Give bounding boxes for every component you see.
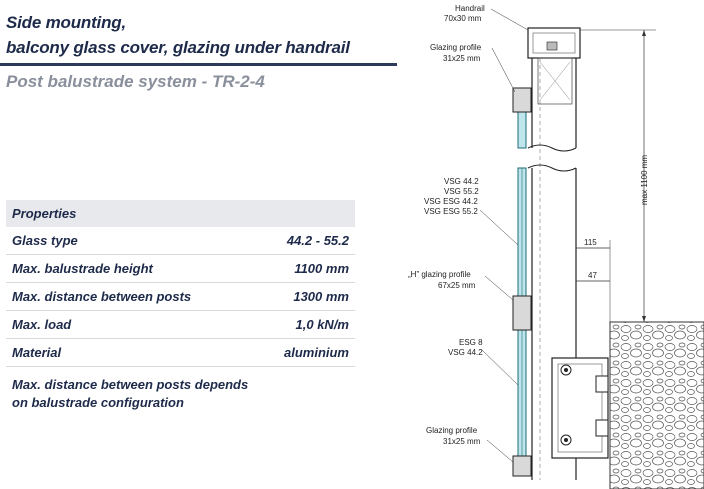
- svg-text:VSG ESG 55.2: VSG ESG 55.2: [424, 207, 478, 216]
- svg-text:70x30 mm: 70x30 mm: [444, 14, 482, 23]
- svg-text:„H” glazing profile: „H” glazing profile: [408, 270, 471, 279]
- width-dimension-47: [576, 240, 610, 322]
- glazing-profile-top: [513, 88, 531, 112]
- wall: [610, 322, 704, 489]
- table-row: [6, 227, 355, 255]
- title-line-2: balcony glass cover, glazing under handrail: [6, 38, 350, 57]
- glass-types-callout: [424, 177, 518, 245]
- table-row: [6, 255, 355, 283]
- property-value: 1,0 kN/m: [255, 311, 355, 339]
- table-row: [6, 311, 355, 339]
- svg-text:Glazing profile: Glazing profile: [426, 426, 478, 435]
- svg-text:31x25 mm: 31x25 mm: [443, 54, 481, 63]
- svg-text:67x25 mm: 67x25 mm: [438, 281, 476, 290]
- properties-heading: Properties: [6, 200, 355, 227]
- property-label: Max. load: [6, 311, 255, 339]
- property-value: 44.2 - 55.2: [255, 227, 355, 255]
- table-row: [6, 283, 355, 311]
- svg-text:ESG 8: ESG 8: [459, 338, 483, 347]
- svg-text:31x25 mm: 31x25 mm: [443, 437, 481, 446]
- handrail-callout: [444, 4, 528, 30]
- svg-text:Handrail: Handrail: [455, 4, 485, 13]
- configuration-note: [12, 376, 312, 412]
- title-line-1: Side mounting,: [6, 13, 126, 32]
- esg-callout: [448, 338, 518, 385]
- h-glazing-profile: [513, 296, 531, 330]
- dim-47-label: 47: [588, 271, 597, 280]
- glazing-profile-bottom-callout: [426, 426, 513, 462]
- note-line-1: Max. distance between posts depends: [12, 377, 249, 392]
- svg-text:VSG 55.2: VSG 55.2: [444, 187, 479, 196]
- width-dimension-115: [576, 238, 610, 248]
- properties-header-row: [6, 200, 355, 227]
- table-row: [6, 339, 355, 367]
- note-line-2: on balustrade configuration: [12, 395, 184, 410]
- svg-text:VSG 44.2: VSG 44.2: [448, 348, 483, 357]
- dim-height-label: max 1100 mm: [640, 154, 649, 205]
- dim-115-label: 115: [584, 238, 597, 247]
- handrail-profile: [528, 28, 580, 58]
- svg-text:Glazing profile: Glazing profile: [430, 43, 482, 52]
- property-label: Material: [6, 339, 255, 367]
- technical-drawing: [400, 0, 704, 489]
- property-value: 1100 mm: [255, 255, 355, 283]
- h-profile-callout: [408, 270, 513, 300]
- subtitle: Post balustrade system - TR-2-4: [6, 72, 265, 91]
- property-label: Max. balustrade height: [6, 255, 255, 283]
- svg-text:VSG 44.2: VSG 44.2: [444, 177, 479, 186]
- svg-text:VSG ESG 44.2: VSG ESG 44.2: [424, 197, 478, 206]
- title-divider: [0, 63, 397, 66]
- property-value: 1300 mm: [255, 283, 355, 311]
- properties-table: [6, 200, 355, 367]
- glazing-profile-bottom: [513, 456, 531, 476]
- base-bracket: [552, 358, 608, 458]
- property-value: aluminium: [255, 339, 355, 367]
- property-label: Max. distance between posts: [6, 283, 255, 311]
- property-label: Glass type: [6, 227, 255, 255]
- glazing-profile-top-callout: [430, 43, 515, 92]
